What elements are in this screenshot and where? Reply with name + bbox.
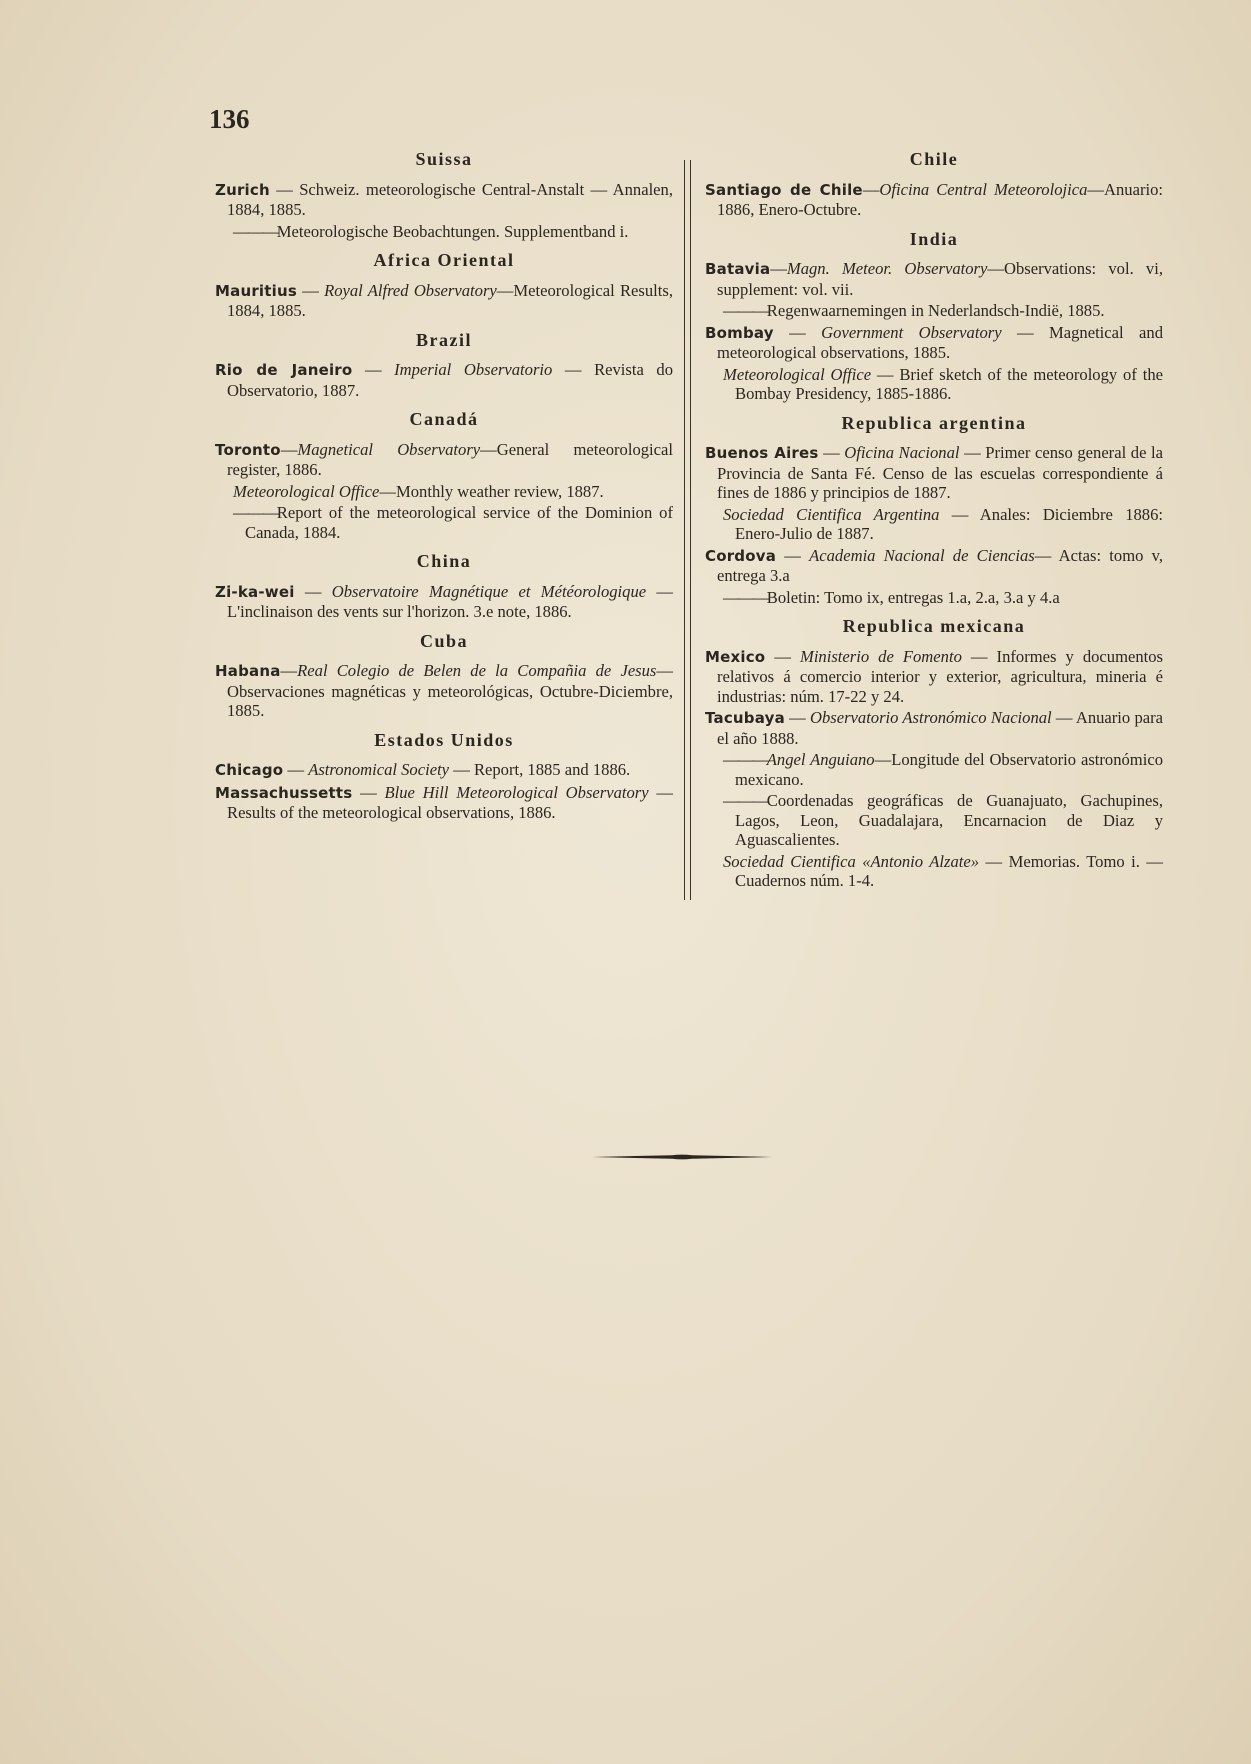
entry-text: Coordenadas geográficas de Guanajuato, Gachupines, Lagos, Leon, Guadalajara, Encarnacion de Diaz y Aguascalientes.	[735, 791, 1163, 849]
entry-text: — Actas: tomo v, entrega 3.a	[717, 545, 1163, 585]
entry-text: —Meteorological Results, 1884, 1885.	[227, 280, 673, 320]
entry-place: Habana	[215, 662, 281, 680]
entry-sep: —	[818, 443, 845, 462]
entry-text: Regenwaarnemingen in Nederlandsch-Indië, 1885.	[766, 301, 1105, 320]
entry-text: Meteorologische Beobachtungen. Supplementband i.	[276, 221, 629, 241]
section-heading: Estados Unidos	[374, 729, 514, 750]
entry-inst: Oficina Nacional	[844, 443, 960, 462]
entry-text: —Monthly weather review, 1887.	[379, 481, 604, 501]
entry-text: — Brief sketch of the meteorology of the Bombay Presidency, 1885-1886.	[735, 364, 1163, 403]
entry-place: Massachussetts	[215, 783, 353, 802]
page-number: 136	[209, 104, 250, 134]
bibliography-entry	[723, 791, 1163, 850]
bibliography-entry	[233, 482, 673, 502]
bibliography-entry	[215, 440, 673, 480]
bibliography-entry	[233, 503, 673, 542]
entry-inst: Blue Hill Meteorological Observatory	[384, 782, 649, 802]
entry-inst: Sociedad Cientifica Argentina	[723, 504, 940, 524]
column-divider	[684, 160, 691, 900]
entry-sep: —	[352, 360, 395, 379]
entry-text: — Report, 1885 and 1886.	[449, 760, 631, 779]
bibliography-entry	[215, 180, 673, 220]
entry-text: — Results of the meteorological observations, 1886.	[227, 782, 673, 822]
entry-text: — Magnetical and meteorological observations, 1885.	[717, 322, 1163, 362]
bibliography-entry	[705, 180, 1163, 220]
entry-sep: —	[294, 581, 332, 601]
entry-inst: Angel Anguiano	[766, 750, 875, 769]
entry-place: Mexico	[705, 647, 766, 666]
section-heading: Cuba	[419, 630, 469, 651]
entry-text: —Longitude del Observatorio astronómico mexicano.	[735, 750, 1163, 789]
entry-dash: ———	[723, 301, 767, 320]
entry-place: Batavia	[705, 260, 771, 278]
bibliography-entry	[233, 222, 673, 242]
bibliography-entry	[723, 588, 1163, 608]
entry-text: Schweiz. meteorologische Central-Anstalt — Annalen, 1884, 1885.	[227, 179, 673, 219]
entry-inst: Academia Nacional de Ciencias	[809, 545, 1035, 565]
entry-sep: —	[280, 661, 298, 680]
bibliography-entry	[723, 750, 1163, 789]
bibliography-entry	[705, 443, 1163, 503]
entry-inst: Government Observatory	[821, 322, 1002, 342]
end-ornament	[592, 1153, 772, 1161]
entry-inst: Observatorio Astronómico Nacional	[809, 708, 1052, 727]
bibliography-entry	[723, 365, 1163, 404]
entry-place: Tacubaya	[705, 709, 785, 727]
entry-place: Cordova	[705, 546, 777, 565]
entry-inst: Royal Alfred Observatory	[324, 280, 497, 300]
section-heading: Suissa	[415, 149, 473, 169]
entry-text: — Observaciones magnéticas y meteorológicas, Octubre-Diciembre, 1885.	[227, 661, 673, 720]
entry-sep: —	[784, 708, 810, 727]
entry-inst: Meteorological Office	[723, 364, 872, 384]
section-heading: Africa Oriental	[373, 250, 515, 270]
entry-place: Bombay	[705, 323, 774, 342]
entry-inst: Oficina Central Meteorolojica	[879, 179, 1088, 199]
right-column	[705, 150, 1163, 893]
entry-text: — L'inclinaison des vents sur l'horizon. 3.e note, 1886.	[227, 581, 674, 621]
entry-inst: Meteorological Office	[233, 481, 380, 501]
bibliography-entry	[215, 783, 673, 823]
entry-inst: Ministerio de Fomento	[800, 646, 962, 666]
bibliography-entry	[705, 647, 1163, 707]
entry-place: Buenos Aires	[705, 444, 819, 462]
entry-dash: ———	[723, 750, 767, 769]
bibliography-entry	[215, 582, 673, 622]
section-heading: Brazil	[416, 329, 472, 350]
entry-place: Zi-ka-wei	[215, 582, 295, 601]
bibliography-entry	[723, 301, 1163, 321]
bibliography-entry	[705, 259, 1163, 299]
section-heading: India	[909, 228, 959, 249]
entry-sep: —	[773, 322, 822, 342]
entry-text: Report of the meteorological service of the Dominion of Canada, 1884.	[245, 503, 673, 542]
entry-dash: ———	[233, 503, 277, 522]
entry-text: — Informes y documentos relativos á comercio interior y exterior, agricultura, mineria é industrias: núm. 17-22 y 24.	[717, 646, 1164, 706]
bibliography-entry	[705, 546, 1163, 586]
entry-inst: Observatoire Magnétique et Météorologique	[331, 581, 647, 601]
entry-sep: —	[280, 439, 298, 459]
entry-text: — Anuario para el año 1888.	[717, 708, 1164, 748]
bibliography-entry	[215, 661, 673, 721]
entry-inst: Astronomical Society	[308, 760, 450, 779]
entry-sep: —	[770, 259, 787, 278]
bibliography-entry	[705, 708, 1163, 748]
entry-sep: —	[269, 179, 300, 199]
entry-inst: Imperial Observatorio	[394, 360, 553, 379]
entry-text: —General meteorological register, 1886.	[227, 439, 673, 479]
entry-inst: Real Colegio de Belen de la Compañia de Jesus	[297, 661, 657, 680]
bibliography-entry	[723, 505, 1163, 544]
section-heading: Canadá	[409, 409, 479, 429]
entry-place: Mauritius	[215, 281, 297, 300]
entry-place: Toronto	[215, 440, 281, 459]
entry-dash: ———	[723, 587, 767, 607]
entry-text: — Primer censo general de la Provincia de Santa Fé. Censo de las escuelas correspondiente á fines de 1886 y principios de 1887.	[717, 443, 1163, 502]
entry-inst: Sociedad Cientifica «Antonio Alzate»	[723, 851, 980, 871]
entry-place: Chicago	[215, 761, 284, 779]
entry-dash: ———	[723, 791, 767, 810]
bibliography-entry	[723, 852, 1163, 891]
entry-text: — Memorias. Tomo i. — Cuadernos núm. 1-4.	[735, 851, 1163, 890]
section-heading: China	[416, 551, 472, 571]
entry-place: Rio de Janeiro	[215, 361, 353, 379]
section-heading: Republica mexicana	[842, 616, 1026, 636]
entry-inst: Magn. Meteor. Observatory	[786, 259, 988, 278]
entry-text: — Revista do Observatorio, 1887.	[227, 360, 674, 400]
section-heading: Republica argentina	[841, 412, 1027, 433]
entry-inst: Magnetical Observatory	[297, 439, 481, 459]
entry-text: —Observations: vol. vi, supplement: vol. vii.	[717, 259, 1163, 299]
entry-place: Zurich	[215, 180, 270, 199]
entry-sep: —	[776, 545, 810, 565]
entry-place: Santiago de Chile	[705, 180, 863, 199]
entry-dash: ———	[233, 221, 277, 241]
entry-sep: —	[352, 782, 385, 802]
bibliography-entry	[215, 281, 673, 321]
entry-sep: —	[297, 280, 325, 300]
entry-text: Boletin: Tomo ix, entregas 1.a, 2.a, 3.a y 4.a	[766, 587, 1060, 607]
section-heading: Chile	[909, 149, 959, 169]
entry-sep: —	[283, 760, 309, 779]
entry-sep: —	[765, 646, 800, 666]
bibliography-entry	[215, 760, 673, 781]
entry-text: — Anales: Diciembre 1886: Enero-Julio de 1887.	[735, 504, 1163, 543]
entry-text: —Anuario: 1886, Enero-Octubre.	[717, 179, 1163, 219]
bibliography-entry	[215, 360, 673, 400]
bibliography-entry	[705, 323, 1163, 363]
entry-sep: —	[862, 179, 880, 199]
left-column	[215, 150, 673, 825]
